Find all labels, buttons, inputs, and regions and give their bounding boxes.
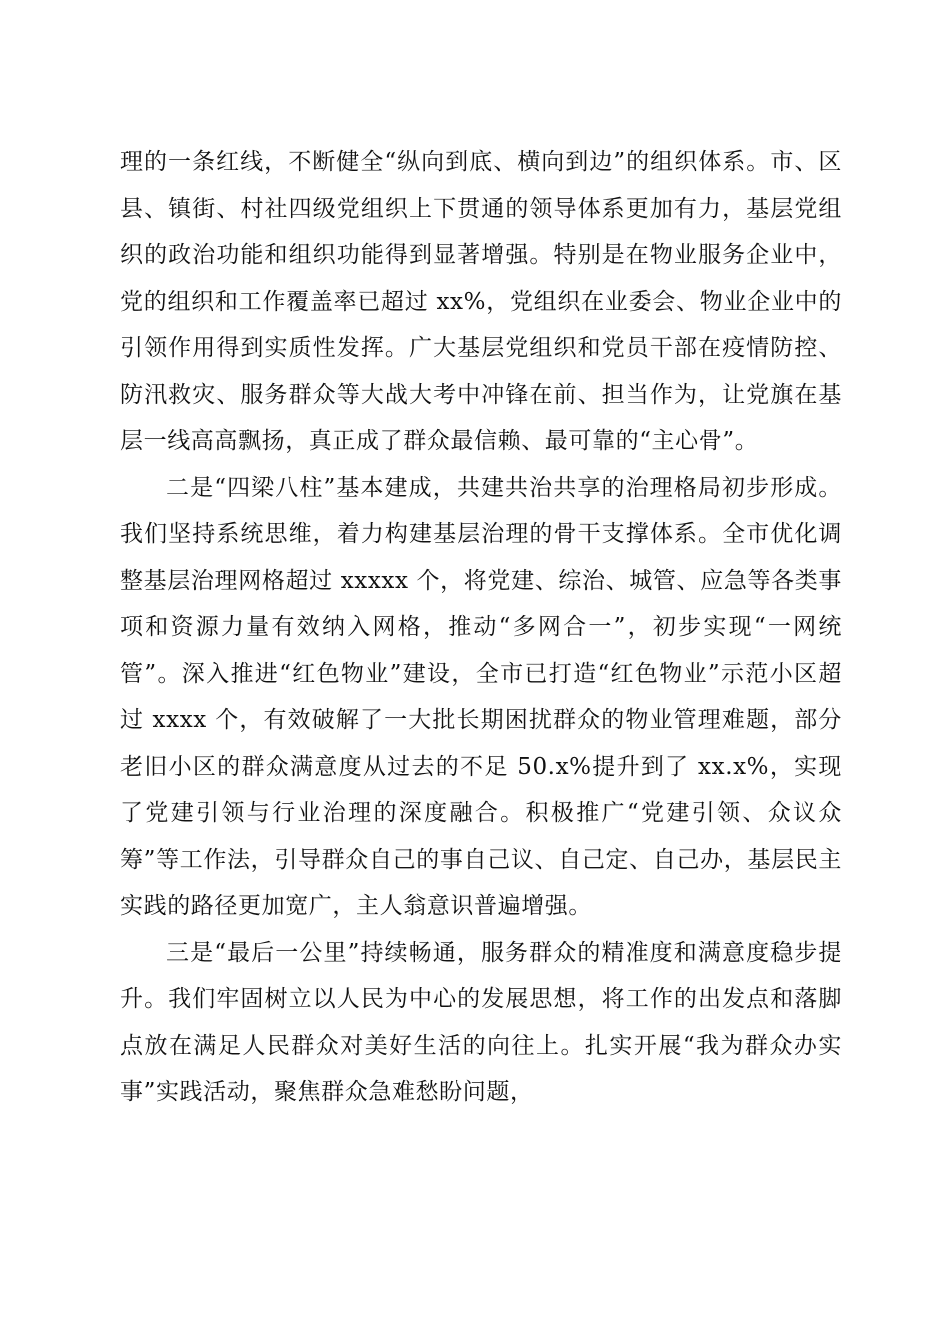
paragraph-point-two: 二是“四梁八柱”基本建成，共建共治共享的治理格局初步形成。我们坚持系统思维，着力构建基层治理的骨干支撑体系。全市优化调整基层治理网格超过 xxxxx 个，将党建、综治、城管、应急等各类事项和资源力量有效纳入网格，推动“多网合一”，初步实现“一网统管”。深入推进“红色物业”建设，全市已打造“红色物业”示范小区超过 xxxx 个，有效破解了一大批长期困扰群众的物业管理难题，部分老旧小区的群众满意度从过去的不足 50.x%提升到了 xx.x%，实现了党建引领与行业治理的深度融合。积极推广“党建引领、众议众筹”等工作法，引导群众自己的事自己议、自己定、自己办，基层民主实践的路径更加宽广，主人翁意识普遍增强。 — [120, 474, 842, 919]
paragraph-continuation: 理的一条红线，不断健全“纵向到底、横向到边”的组织体系。市、区县、镇街、村社四级党组织上下贯通的领导体系更加有力，基层党组织的政治功能和组织功能得到显著增强。特别是在物业服务企业中，党的组织和工作覆盖率已超过 xx%，党组织在业委会、物业企业中的引领作用得到实质性发挥。广大基层党组织和党员干部在疫情防控、防汛救灾、服务群众等大战大考中冲锋在前、担当作为，让党旗在基层一线高高飘扬，真正成了群众最信赖、最可靠的“主心骨”。 — [120, 149, 842, 454]
document-body — [120, 139, 842, 1116]
paragraph-point-three: 三是“最后一公里”持续畅通，服务群众的精准度和满意度稳步提升。我们牢固树立以人民为中心的发展思想，将工作的出发点和落脚点放在满足人民群众对美好生活的向往上。扎实开展“我为群众办实事”实践活动，聚焦群众急难愁盼问题， — [120, 939, 842, 1105]
